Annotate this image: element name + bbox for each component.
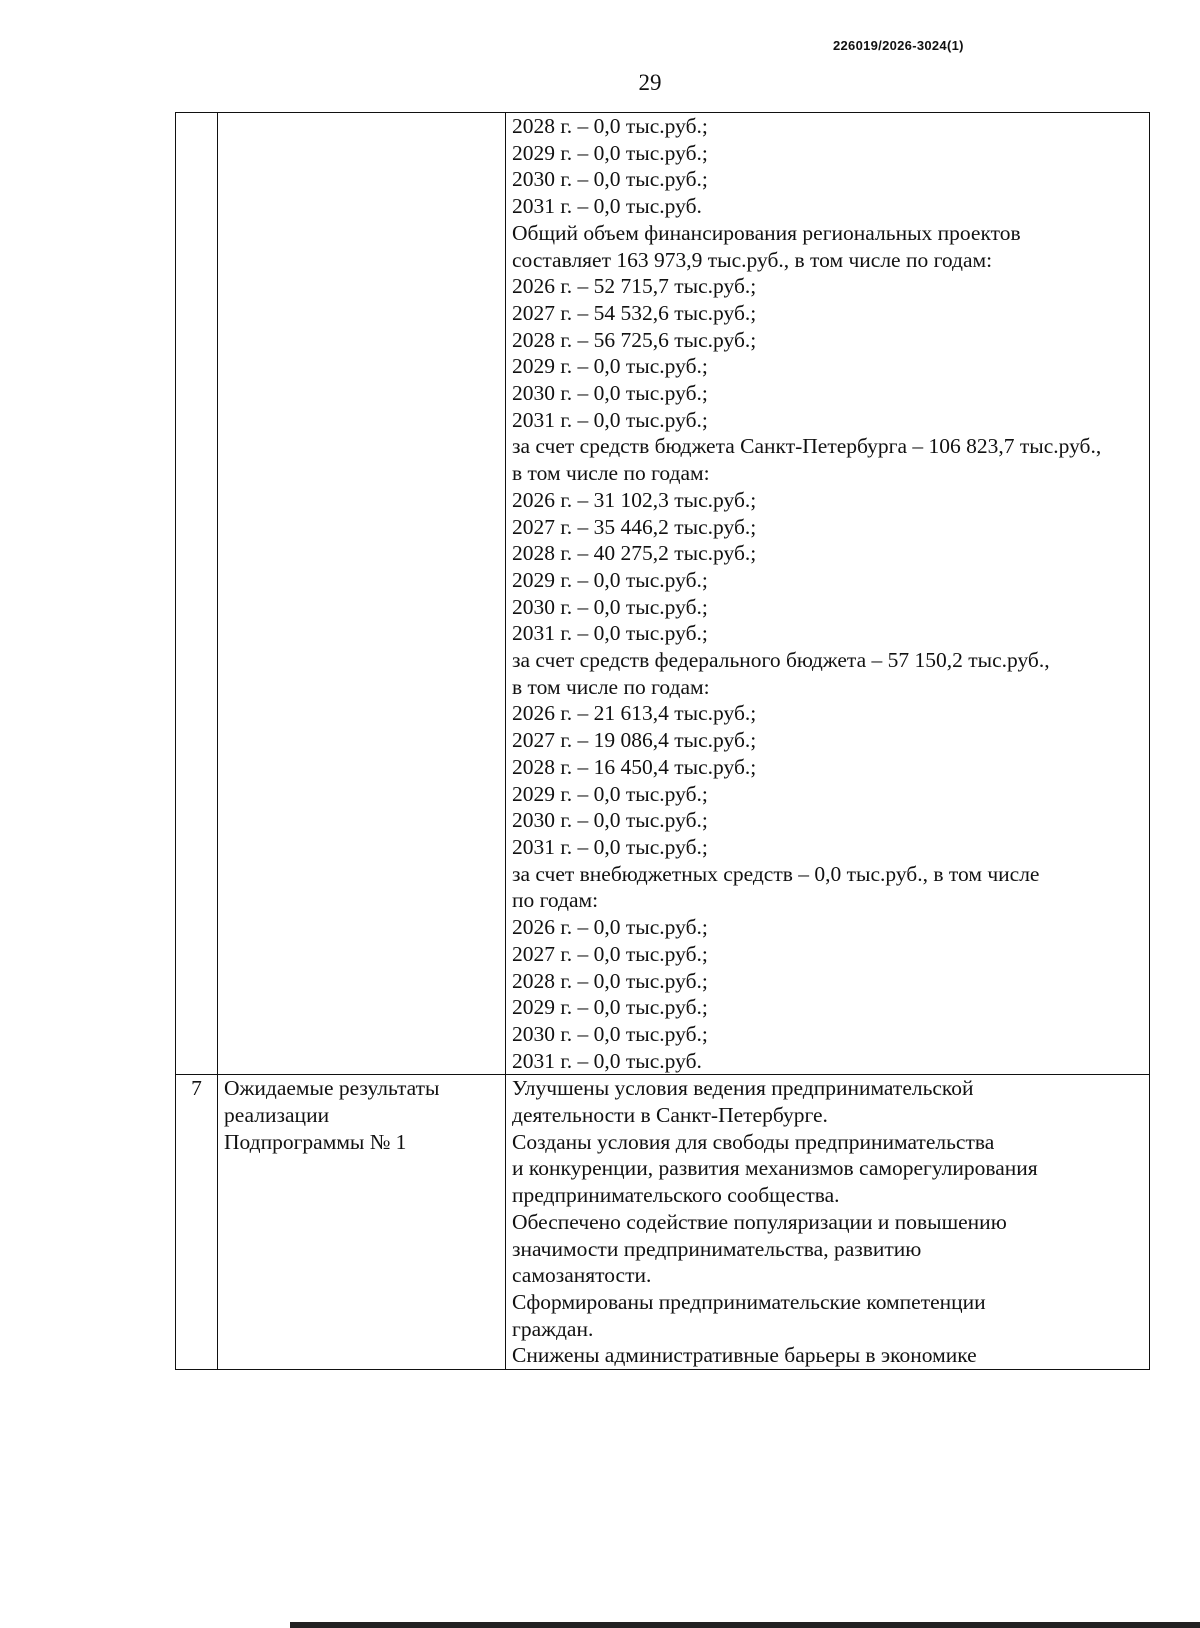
text-line: 2029 г. – 0,0 тыс.руб.; [512, 354, 708, 379]
text-line: за счет средств бюджета Санкт-Петербурга – 106 823,7 тыс.руб., [512, 434, 1102, 459]
financing-details-cell [506, 113, 1150, 1075]
text-line: 2028 г. – 56 725,6 тыс.руб.; [512, 327, 757, 352]
text-line: 2026 г. – 21 613,4 тыс.руб.; [512, 701, 757, 726]
text-line: в том числе по годам: [512, 674, 710, 699]
text-line: 2026 г. – 0,0 тыс.руб.; [512, 915, 708, 940]
text-line: Общий объем финансирования региональных проектов [512, 220, 1021, 245]
text-line: деятельности в Санкт-Петербурге. [512, 1103, 828, 1128]
text-line: значимости предпринимательства, развитию [512, 1236, 922, 1261]
text-line: 2029 г. – 0,0 тыс.руб.; [512, 567, 708, 592]
text-line: Созданы условия для свободы предпринимательства [512, 1129, 995, 1154]
financing-lines [512, 113, 1143, 1074]
text-line: 2030 г. – 0,0 тыс.руб.; [512, 1021, 708, 1046]
text-line: 2027 г. – 54 532,6 тыс.руб.; [512, 300, 757, 325]
text-line: 2026 г. – 52 715,7 тыс.руб.; [512, 274, 757, 299]
expected-results-lines [512, 1075, 1143, 1369]
text-line: 2030 г. – 0,0 тыс.руб.; [512, 381, 708, 406]
text-line: 2031 г. – 0,0 тыс.руб.; [512, 621, 708, 646]
scan-edge-bar [290, 1622, 1200, 1628]
text-line: и конкуренции, развития механизмов саморегулирования [512, 1156, 1038, 1181]
table-row-continuation [176, 113, 1150, 1075]
text-line: Улучшены условия ведения предпринимательской [512, 1076, 974, 1101]
table-row-7 [176, 1075, 1150, 1370]
row-number-cell: 7 [176, 1075, 218, 1370]
text-line: Сформированы предпринимательские компетенции [512, 1289, 986, 1314]
text-line: самозанятости. [512, 1263, 652, 1288]
text-line: 2028 г. – 16 450,4 тыс.руб.; [512, 754, 757, 779]
text-line: 2031 г. – 0,0 тыс.руб. [512, 194, 702, 219]
text-line: Снижены административные барьеры в экономике [512, 1343, 977, 1368]
expected-results-label [224, 1075, 499, 1155]
text-line: по годам: [512, 888, 599, 913]
text-line: 2030 г. – 0,0 тыс.руб.; [512, 808, 708, 833]
text-line: 2031 г. – 0,0 тыс.руб.; [512, 834, 708, 859]
text-line: 2026 г. – 31 102,3 тыс.руб.; [512, 487, 757, 512]
text-line: в том числе по годам: [512, 461, 710, 486]
text-line: 2029 г. – 0,0 тыс.руб.; [512, 140, 708, 165]
text-line: реализации [224, 1103, 330, 1128]
text-line: 2028 г. – 0,0 тыс.руб.; [512, 968, 708, 993]
text-line: 2029 г. – 0,0 тыс.руб.; [512, 995, 708, 1020]
text-line: составляет 163 973,9 тыс.руб., в том числе по годам: [512, 247, 993, 272]
document-id: 226019/2026-3024(1) [833, 38, 964, 53]
text-line: предпринимательского сообщества. [512, 1183, 840, 1208]
text-line: 2027 г. – 0,0 тыс.руб.; [512, 941, 708, 966]
text-line: за счет средств федерального бюджета – 57 150,2 тыс.руб., [512, 648, 1050, 673]
text-line: Подпрограммы № 1 [224, 1129, 407, 1154]
text-line: 2027 г. – 19 086,4 тыс.руб.; [512, 728, 757, 753]
expected-results-cell [506, 1075, 1150, 1370]
text-line: за счет внебюджетных средств – 0,0 тыс.руб., в том числе [512, 861, 1040, 886]
row-number-cell [176, 113, 218, 1075]
text-line: 2028 г. – 0,0 тыс.руб.; [512, 114, 708, 138]
text-line: 2030 г. – 0,0 тыс.руб.; [512, 167, 708, 192]
text-line: Обеспечено содействие популяризации и повышению [512, 1209, 1007, 1234]
passport-table [175, 112, 1150, 1370]
page-number: 29 [638, 70, 662, 95]
text-line: Ожидаемые результаты [224, 1076, 440, 1101]
text-line: 2029 г. – 0,0 тыс.руб.; [512, 781, 708, 806]
text-line: 2028 г. – 40 275,2 тыс.руб.; [512, 541, 757, 566]
text-line: граждан. [512, 1316, 594, 1341]
row-label-cell [218, 1075, 506, 1370]
text-line: 2027 г. – 35 446,2 тыс.руб.; [512, 514, 757, 539]
text-line: 2031 г. – 0,0 тыс.руб. [512, 1048, 702, 1073]
text-line: 2031 г. – 0,0 тыс.руб.; [512, 407, 708, 432]
text-line: 2030 г. – 0,0 тыс.руб.; [512, 594, 708, 619]
row-label-cell [218, 113, 506, 1075]
